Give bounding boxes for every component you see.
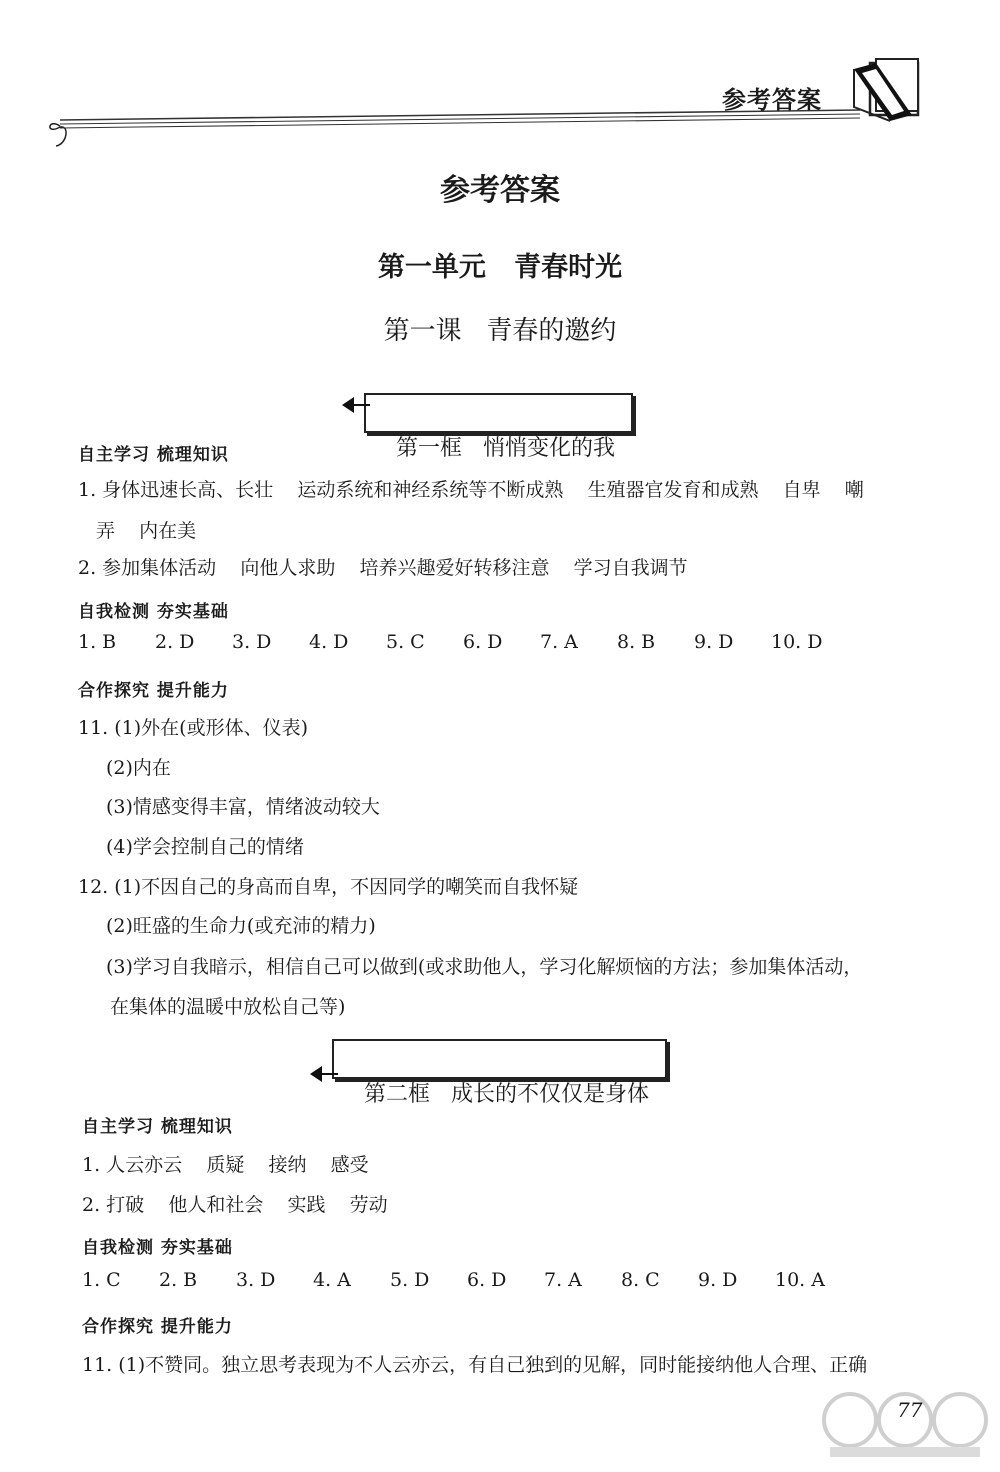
frame-1-baseline — [340, 405, 370, 409]
answer-item: 8. B — [617, 631, 656, 653]
s1-q12-3b: 在集体的温暖中放松自己等) — [110, 996, 346, 1018]
answer-item: 3. D — [232, 631, 272, 653]
book-icon — [850, 55, 922, 125]
frame-1-title-box — [364, 393, 633, 461]
answer-item: 4. A — [313, 1269, 351, 1291]
s2-study-line-2: 2. 打破 他人和社会 实践 劳动 — [82, 1194, 388, 1216]
s1-q11-3: (3)情感变得丰富，情绪波动较大 — [106, 796, 380, 818]
s1-q11: 11. (1)外在(或形体、仪表) — [78, 717, 308, 739]
page-number: 77 — [897, 1398, 923, 1422]
answer-item: 7. A — [540, 631, 578, 653]
s1-answer-row — [78, 631, 848, 653]
answer-item: 10. D — [771, 631, 823, 653]
answer-item: 6. D — [463, 631, 503, 653]
answer-item: 4. D — [309, 631, 349, 653]
answer-item: 6. D — [467, 1269, 507, 1291]
answer-item: 8. C — [621, 1269, 660, 1291]
s2-q11: 11. (1)不赞同。独立思考表现为不人云亦云，有自己独到的见解，同时能接纳他人合理、正确 — [82, 1354, 868, 1376]
answer-item: 2. D — [155, 631, 195, 653]
s1-study-line-1b: 弄 内在美 — [96, 520, 197, 542]
s2-check-heading: 自我检测 夯实基础 — [82, 1238, 233, 1258]
watermark-logo — [810, 1385, 990, 1460]
answer-item: 5. C — [386, 631, 425, 653]
main-title: 参考答案 — [440, 173, 560, 208]
header-title: 参考答案 — [722, 86, 822, 114]
unit-title: 第一单元 青春时光 — [377, 252, 623, 283]
answer-item: 5. D — [390, 1269, 430, 1291]
frame-2-title-box — [332, 1039, 667, 1107]
s1-q12: 12. (1)不因自己的身高而自卑，不因同学的嘲笑而自我怀疑 — [78, 876, 579, 898]
answer-item: 10. A — [775, 1269, 825, 1291]
s1-q11-2: (2)内在 — [106, 757, 171, 779]
answer-item: 9. D — [698, 1269, 738, 1291]
lesson-title: 第一课 青春的邀约 — [383, 316, 617, 346]
answer-item: 7. A — [544, 1269, 582, 1291]
frame-2-title: 第二框 成长的不仅仅是身体 — [364, 1082, 649, 1107]
s1-q12-3a: (3)学习自我暗示，相信自己可以做到(或求助他人，学习化解烦恼的方法；参加集体活动， — [106, 956, 863, 978]
s2-study-line-1: 1. 人云亦云 质疑 接纳 感受 — [82, 1154, 369, 1176]
s1-q11-4: (4)学会控制自己的情绪 — [106, 836, 304, 858]
frame-1-title: 第一框 悄悄变化的我 — [396, 436, 615, 461]
s1-q12-2: (2)旺盛的生命力(或充沛的精力) — [106, 915, 376, 937]
s1-study-line-1a: 1. 身体迅速长高、长壮 运动系统和神经系统等不断成熟 生殖器官发育和成熟 自卑 嘲 — [78, 479, 864, 501]
s1-check-heading: 自我检测 夯实基础 — [78, 602, 229, 622]
answer-item: 9. D — [694, 631, 734, 653]
answer-item: 3. D — [236, 1269, 276, 1291]
answer-item: 1. B — [78, 631, 117, 653]
s2-answer-row — [82, 1269, 852, 1291]
answer-item: 2. B — [159, 1269, 198, 1291]
s1-study-line-2: 2. 参加集体活动 向他人求助 培养兴趣爱好转移注意 学习自我调节 — [78, 557, 688, 579]
s1-study-heading: 自主学习 梳理知识 — [78, 445, 229, 465]
answer-item: 1. C — [82, 1269, 121, 1291]
s2-study-heading: 自主学习 梳理知识 — [82, 1117, 233, 1137]
s2-coop-heading: 合作探究 提升能力 — [82, 1317, 233, 1337]
s1-coop-heading: 合作探究 提升能力 — [78, 681, 229, 701]
arrow-left-icon — [308, 1062, 338, 1086]
